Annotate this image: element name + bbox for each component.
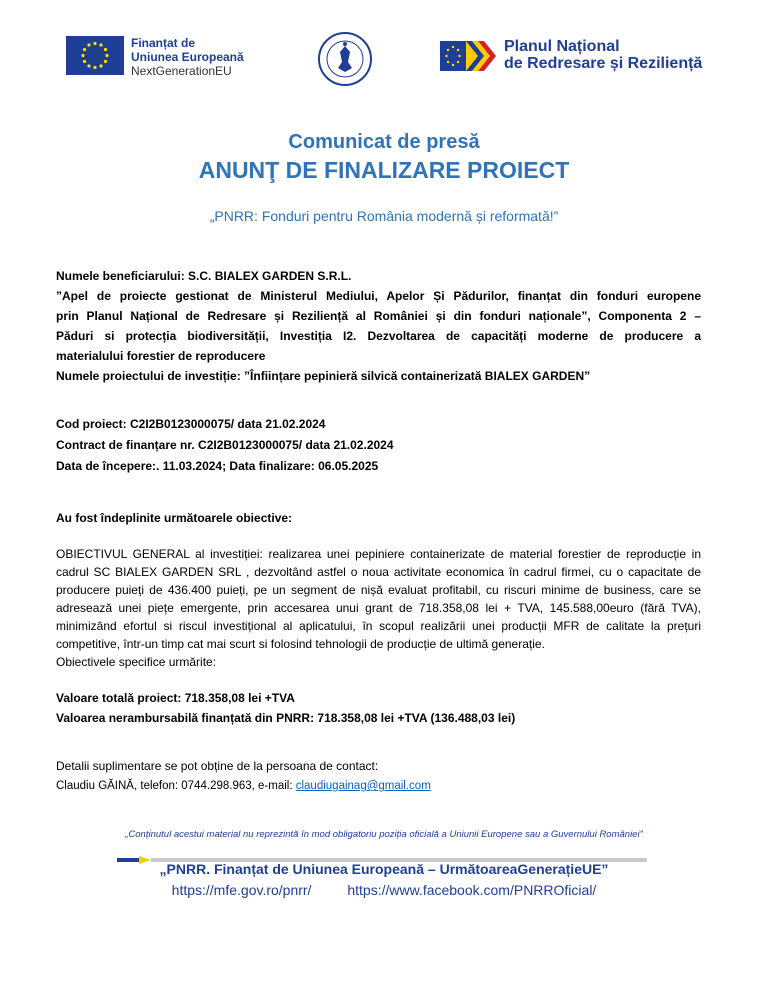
call-line-4: materialului forestier de reproducere <box>56 349 266 363</box>
pnrr-logo-text <box>504 38 702 72</box>
objective-line-6: competitive, într-un timp cat mai scurt si folosind tehnologii de producție de ultimă generație. <box>56 637 545 651</box>
eu-funding-text <box>131 36 244 78</box>
specific-objectives: Obiectivele specifice urmărite: <box>56 655 217 669</box>
contact-person <box>56 776 701 796</box>
pnrr-text-line1: Planul Național <box>504 38 620 55</box>
nonreimbursable-value: Valoarea nerambursabilă finanțată din PNRR: 718.358,08 lei +TVA (136.488,03 lei) <box>56 711 516 725</box>
footer-decorative-bar <box>117 851 647 859</box>
contact-email-link[interactable]: claudiugainag@gmail.com <box>295 780 431 792</box>
eu-text-line2: Uniunea Europeană <box>131 50 244 64</box>
total-value: Valoare totală proiect: 718.358,08 lei +TVA <box>56 691 295 705</box>
eu-text-line3: NextGenerationEU <box>131 64 232 78</box>
objectives-heading: Au fost îndeplinite următoarele obiective: <box>56 511 293 525</box>
objective-line-3: producere puieți de 436.400 puieți, pe un segment de nișă evaluat profitabil, cu riscuri minime de business, care se <box>56 583 701 597</box>
announcement-title: ANUNŢ DE FINALIZARE PROIECT <box>198 157 570 183</box>
eu-flag-icon <box>66 36 124 75</box>
project-name: Numele proiectului de investiție: ”Înființare pepinieră silvică containerizată BIALEX GARDEN” <box>56 369 591 383</box>
project-codes <box>56 414 701 477</box>
contact-intro: Detalii suplimentare se pot obține de la persoana de contact: <box>56 759 379 773</box>
footer-title: „PNRR. Finanțat de Uniunea Europeană – UrmătoareaGenerațieUE” <box>159 861 609 877</box>
footer-links <box>0 882 768 898</box>
press-release-title: Comunicat de presă <box>288 131 480 153</box>
slogan: „PNRR: Fonduri pentru România modernă și reformată!” <box>209 208 559 224</box>
financing-contract: Contract de finanțare nr. C2I2B0123000075/ data 21.02.2024 <box>56 438 394 452</box>
objective-line-4: adresează unei piețe emergente, prin accesarea unui grant de 718.358,08 lei + TVA, 145.588,00euro (fără TVA), <box>56 601 701 615</box>
contact-info <box>56 756 701 796</box>
romanian-government-seal-icon <box>318 32 372 86</box>
call-line-1: ”Apel de proiecte gestionat de Ministerul Mediului, Apelor Și Pădurilor, finanțat din fonduri europene <box>56 289 701 303</box>
pnrr-flag-icon <box>440 39 496 73</box>
mfe-link[interactable]: https://mfe.gov.ro/pnrr/ <box>171 882 312 898</box>
beneficiary-name: Numele beneficiarului: S.C. BIALEX GARDEN S.R.L. <box>56 269 352 283</box>
call-line-3: Păduri si protecția biodiversității, Investiția I2. Dezvoltarea de capacități moderne de producere a <box>56 329 701 343</box>
facebook-link[interactable]: https://www.facebook.com/PNRROficial/ <box>347 882 597 898</box>
project-dates: Data de începere:. 11.03.2024; Data finalizare: 06.05.2025 <box>56 459 379 473</box>
project-info <box>56 266 701 386</box>
project-values <box>56 688 701 728</box>
contact-person-details: Claudiu GĂINĂ, telefon: 0744.298.963, e-mail: <box>56 780 296 792</box>
objective-line-1: OBIECTIVUL GENERAL al investiției: realizarea unei pepiniere containerizate de material forestier de reproducție in <box>56 547 701 561</box>
pnrr-text-line2: de Redresare și Reziliență <box>504 55 703 72</box>
objective-line-2: cadrul SC BIALEX GARDEN SRL , dezvoltând astfel o noua activitate economica în cadrul firmei, cu o capacitate de <box>56 565 701 579</box>
disclaimer: „Conținutul acestui material nu reprezintă în mod obligatoriu poziția oficială a Uniunii Europene sau a Guvernului României” <box>125 829 643 840</box>
objectives-paragraph <box>56 545 701 671</box>
objective-line-5: minimizând efortul si riscul investițional al aplicatului, în scopul realizării unei producții MFR de calitate la prețuri <box>56 619 701 633</box>
eu-text-line1: Finanțat de <box>131 36 196 50</box>
project-code: Cod proiect: C2I2B0123000075/ data 21.02.2024 <box>56 417 326 431</box>
call-line-2: prin Planul Național de Redresare și Reziliență al României și din fonduri naționale”, Componenta 2 – <box>56 309 701 323</box>
